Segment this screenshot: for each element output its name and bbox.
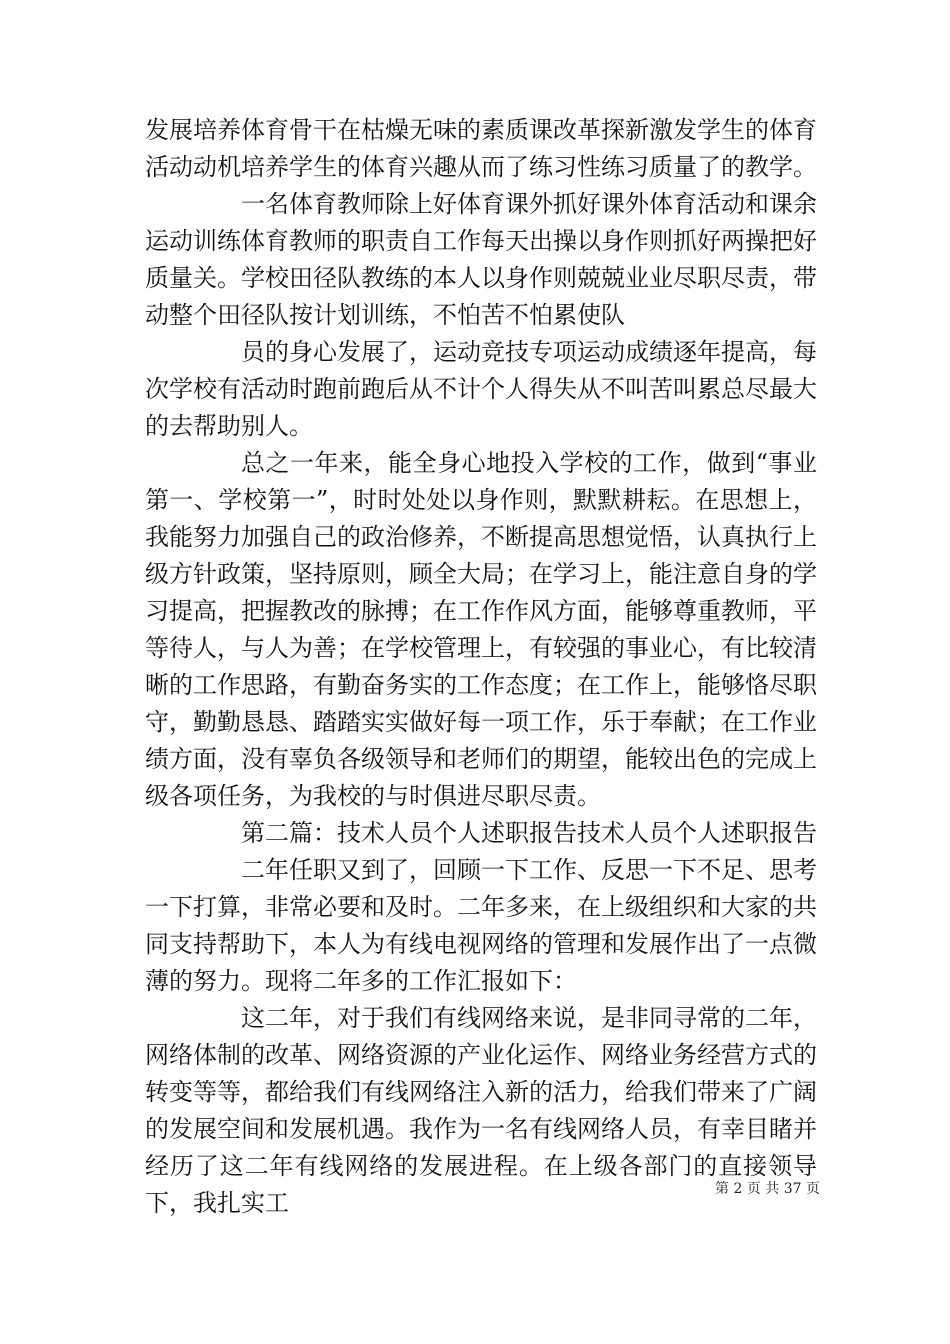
paragraph-6: 这二年，对于我们有线网络来说，是非同寻常的二年，网络体制的改革、网络资源的产业化运作、网络业务经营方式的转变等等，都给我们有线网络注入新的活力，给我们带来了广阔的发展空间和发展机遇。我作为一名有线网络人员，有幸目睹并经历了这二年有线网络的发展进程。在上级各部门的直接领导下，我扎实工 bbox=[145, 1004, 817, 1217]
document-body bbox=[145, 112, 817, 1222]
section-heading: 第二篇：技术人员个人述职报告技术人员个人述职报告 bbox=[241, 819, 817, 847]
paragraph-5: 二年任职又到了，回顾一下工作、反思一下不足、思考一下打算，非常必要和及时。二年多来，在上级组织和大家的共同支持帮助下，本人为有线电视网络的管理和发展作出了一点微薄的努力。现将二年多的工作汇报如下： bbox=[145, 856, 817, 995]
paragraph-4: 总之一年来，能全身心地投入学校的工作，做到“事业第一、学校第一”，时时处处以身作则，默默耕耘。在思想上，我能努力加强自己的政治修养，不断提高思想觉悟，认真执行上级方针政策，坚持原则，顾全大局；在学习上，能注意自身的学习提高，把握教改的脉搏；在工作作风方面，能够尊重教师，平等待人，与人为善；在学校管理上，有较强的事业心，有比较清晰的工作思路，有勤奋务实的工作态度；在工作上，能够恪尽职守，勤勤恳恳、踏踏实实做好每一项工作，乐于奉献；在工作业绩方面，没有辜负各级领导和老师们的期望，能较出色的完成上级各项任务，为我校的与时俱进尽职尽责。 bbox=[145, 449, 817, 810]
paragraph-1: 发展培养体育骨干在枯燥无味的素质课改革探新激发学生的体育活动动机培养学生的体育兴趣从而了练习性练习质量了的教学。 bbox=[145, 116, 817, 181]
paragraph-3: 员的身心发展了，运动竞技专项运动成绩逐年提高，每次学校有活动时跑前跑后从不计个人得失从不叫苦叫累总尽最大的去帮助别人。 bbox=[145, 338, 817, 440]
paragraph-2: 一名体育教师除上好体育课外抓好课外体育活动和课余运动训练体育教师的职责自工作每天出操以身作则抓好两操把好质量关。学校田径队教练的本人以身作则兢兢业业尽职尽责，带动整个田径队按计划训练，不怕苦不怕累使队 bbox=[145, 190, 817, 329]
page-number-footer: 第 2 页 共 37 页 bbox=[715, 1181, 820, 1197]
